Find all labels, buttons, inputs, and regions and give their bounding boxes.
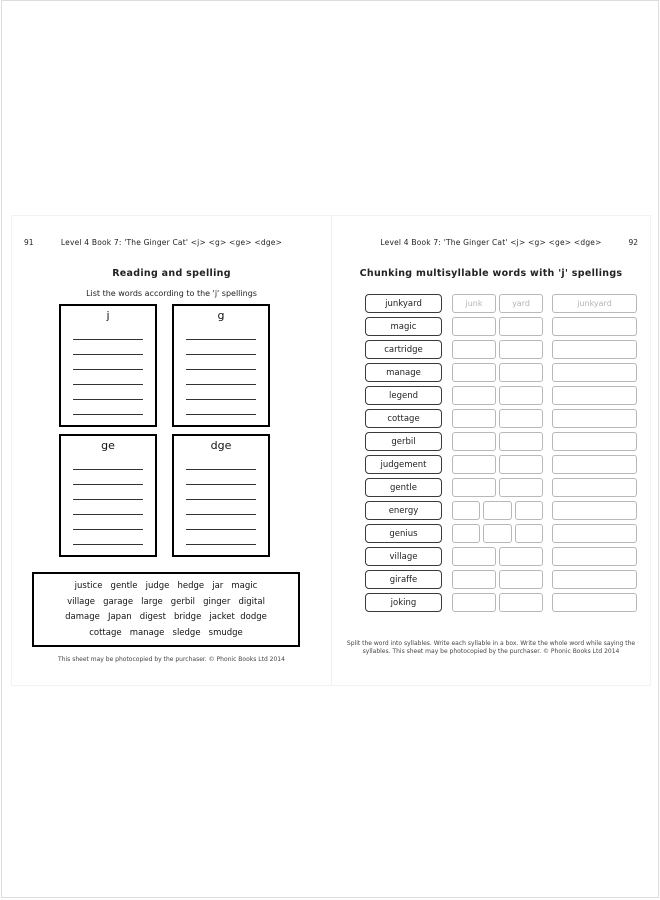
chunk-row-legend: [332, 386, 650, 405]
chunk-row-junkyard: [332, 294, 650, 313]
left-subtitle: List the words according to the 'j' spellings: [86, 289, 257, 298]
writing-line: [186, 500, 256, 515]
word-box: manage: [365, 363, 442, 382]
whole-word-box: [552, 409, 637, 428]
chunk-row-gerbil: [332, 432, 650, 451]
writing-line: [73, 370, 143, 385]
syllable-cells: [452, 524, 543, 543]
left-title: Reading and spelling: [112, 268, 231, 279]
word-box: gentle: [365, 478, 442, 497]
syllable-cell: [452, 363, 496, 382]
spelling-box-g: [172, 304, 270, 427]
page-number-left: 91: [24, 238, 34, 247]
chunk-row-joking: [332, 593, 650, 612]
syllable-cell: [483, 524, 511, 543]
syllable-cell: [499, 455, 543, 474]
syllable-cell: [499, 409, 543, 428]
word-box: judgement: [365, 455, 442, 474]
word-bank: [32, 572, 300, 647]
writing-line: [73, 355, 143, 370]
box-label-dge: dge: [210, 439, 232, 452]
syllable-cell: yard: [499, 294, 543, 313]
syllable-cells: [452, 340, 543, 359]
word-box: village: [365, 547, 442, 566]
syllable-cell: [499, 570, 543, 589]
syllable-cell: [499, 547, 543, 566]
word-bank-line: damage Japan digest bridge jacket dodge: [65, 612, 267, 622]
writing-line: [73, 340, 143, 355]
word-box: giraffe: [365, 570, 442, 589]
word-bank-line: justice gentle judge hedge jar magic: [74, 581, 258, 591]
right-footer-line-2: syllables. This sheet may be photocopied by the purchaser. © Phonic Books Ltd 2014: [362, 648, 620, 655]
chunk-row-genius: [332, 524, 650, 543]
right-header-text: Level 4 Book 7: 'The Ginger Cat' <j> <g> <ge> <dge>: [380, 238, 602, 247]
box-label-j: j: [106, 309, 110, 322]
chunk-row-giraffe: [332, 570, 650, 589]
word-box: cottage: [365, 409, 442, 428]
spelling-box-ge: [59, 434, 157, 557]
left-copyright-footer: This sheet may be photocopied by the purchaser. © Phonic Books Ltd 2014: [58, 656, 285, 663]
writing-line: [186, 455, 256, 470]
syllable-cell: [499, 363, 543, 382]
word-box: genius: [365, 524, 442, 543]
syllable-cell: [452, 409, 496, 428]
whole-word-box: [552, 340, 637, 359]
syllable-cell: [499, 317, 543, 336]
whole-word-box: [552, 593, 637, 612]
syllable-cell: [452, 501, 480, 520]
whole-word-box: [552, 570, 637, 589]
syllable-cell: [515, 501, 543, 520]
writing-line: [73, 500, 143, 515]
whole-word-box: [552, 455, 637, 474]
spelling-boxes: [59, 304, 285, 557]
right-page-header: [332, 238, 650, 250]
syllable-cell: [499, 340, 543, 359]
syllable-cell: [452, 432, 496, 451]
writing-line: [186, 470, 256, 485]
syllable-cells: [452, 363, 543, 382]
chunk-row-cottage: [332, 409, 650, 428]
writing-line: [73, 385, 143, 400]
whole-word-box: [552, 386, 637, 405]
syllable-cells: [452, 409, 543, 428]
writing-line: [186, 485, 256, 500]
syllable-cell: [452, 570, 496, 589]
book-spread: [11, 215, 651, 686]
writing-line: [73, 455, 143, 470]
writing-line: [186, 515, 256, 530]
word-box: junkyard: [365, 294, 442, 313]
syllable-cell: [452, 547, 496, 566]
whole-word-box: junkyard: [552, 294, 637, 313]
syllable-cell: [452, 340, 496, 359]
writing-line: [186, 325, 256, 340]
chunk-row-cartridge: [332, 340, 650, 359]
word-box: energy: [365, 501, 442, 520]
word-box: magic: [365, 317, 442, 336]
syllable-cell: [452, 455, 496, 474]
whole-word-box: [552, 317, 637, 336]
syllable-cell: [452, 524, 480, 543]
syllable-cells: [452, 294, 543, 313]
writing-line: [73, 485, 143, 500]
syllable-cell: [515, 524, 543, 543]
chunk-row-manage: [332, 363, 650, 382]
syllable-cells: [452, 547, 543, 566]
syllable-cell: [452, 317, 496, 336]
scanned-worksheet-image: [1, 0, 659, 898]
spelling-box-j: [59, 304, 157, 427]
word-box: legend: [365, 386, 442, 405]
writing-line: [73, 470, 143, 485]
writing-line: [186, 370, 256, 385]
syllable-cell: [499, 593, 543, 612]
syllable-cell: [483, 501, 511, 520]
word-box: joking: [365, 593, 442, 612]
chunk-row-energy: [332, 501, 650, 520]
chunk-row-village: [332, 547, 650, 566]
syllable-cell: [452, 593, 496, 612]
writing-line: [186, 340, 256, 355]
writing-line: [186, 400, 256, 415]
writing-line: [186, 355, 256, 370]
box-label-g: g: [217, 309, 225, 322]
page-number-right: 92: [628, 238, 638, 247]
chunking-table: [332, 294, 650, 616]
writing-line: [73, 515, 143, 530]
chunk-row-gentle: [332, 478, 650, 497]
syllable-cells: [452, 455, 543, 474]
syllable-cell: [499, 432, 543, 451]
right-copyright-footer: [332, 640, 650, 656]
left-header-text: Level 4 Book 7: 'The Ginger Cat' <j> <g> <ge> <dge>: [60, 238, 283, 247]
word-box: cartridge: [365, 340, 442, 359]
syllable-cells: [452, 432, 543, 451]
whole-word-box: [552, 524, 637, 543]
whole-word-box: [552, 547, 637, 566]
syllable-cell: [452, 478, 496, 497]
word-bank-line: village garage large gerbil ginger digital: [67, 596, 265, 607]
syllable-cell: junk: [452, 294, 496, 313]
page-91: [12, 216, 331, 685]
word-box: gerbil: [365, 432, 442, 451]
box-label-ge: ge: [101, 439, 115, 452]
syllable-cells: [452, 386, 543, 405]
spelling-box-dge: [172, 434, 270, 557]
syllable-cells: [452, 570, 543, 589]
right-title: Chunking multisyllable words with 'j' spellings: [359, 268, 623, 279]
whole-word-box: [552, 478, 637, 497]
writing-line: [73, 325, 143, 340]
word-bank-line: cottage manage sledge smudge: [89, 627, 243, 638]
right-footer-line-1: Split the word into syllables. Write each syllable in a box. Write the whole word while saying the: [346, 640, 636, 647]
whole-word-box: [552, 363, 637, 382]
syllable-cells: [452, 501, 543, 520]
left-page-header: [12, 238, 331, 250]
syllable-cell: [452, 386, 496, 405]
chunk-row-magic: [332, 317, 650, 336]
writing-line: [186, 530, 256, 545]
page-92: [331, 216, 650, 685]
chunk-row-judgement: [332, 455, 650, 474]
writing-line: [73, 400, 143, 415]
syllable-cells: [452, 317, 543, 336]
whole-word-box: [552, 432, 637, 451]
syllable-cells: [452, 478, 543, 497]
writing-line: [73, 530, 143, 545]
writing-line: [186, 385, 256, 400]
syllable-cell: [499, 386, 543, 405]
syllable-cell: [499, 478, 543, 497]
syllable-cells: [452, 593, 543, 612]
whole-word-box: [552, 501, 637, 520]
